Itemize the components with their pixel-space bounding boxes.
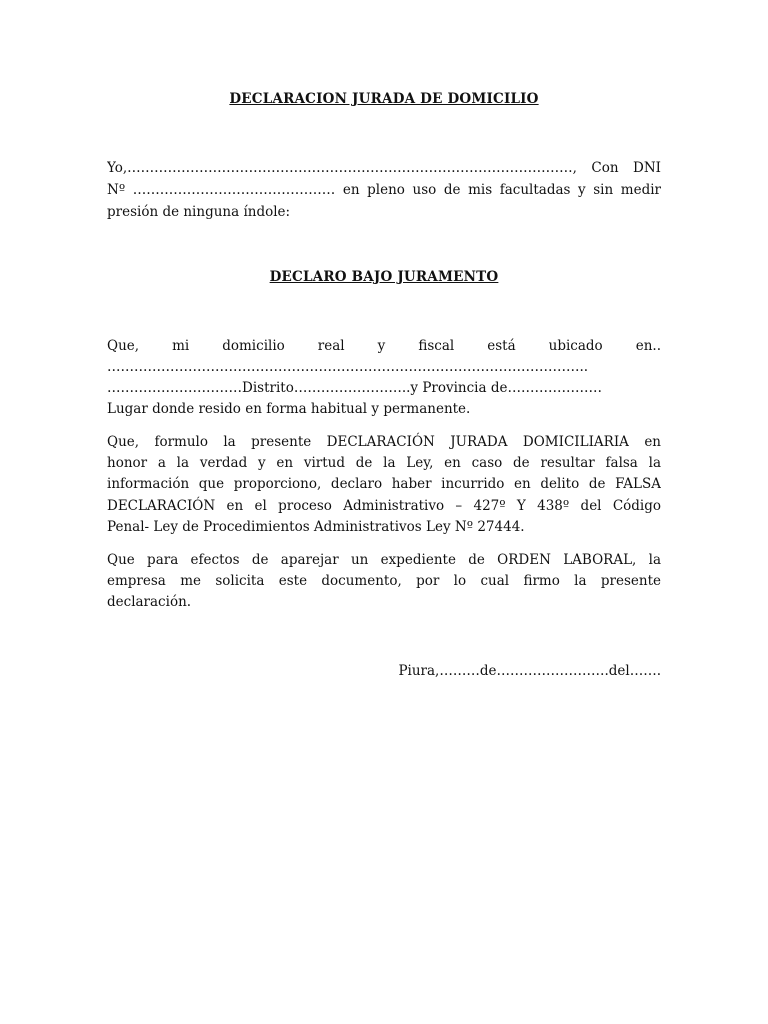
purpose-line-1: Que para efectos de aparejar un expediente de ORDEN LABORAL, la	[107, 552, 661, 568]
intro-line-2: Nº ……………………………………… en pleno uso de mis facultadas y sin medir	[107, 182, 661, 198]
document-title: DECLARACION JURADA DE DOMICILIO	[229, 91, 539, 107]
address-line-2: ……………………………………………………………………………………………..	[107, 359, 589, 375]
declaration-subtitle: DECLARO BAJO JURAMENTO	[269, 269, 499, 285]
signature-place-date: Piura,………de…………………….del…….	[398, 663, 661, 679]
address-line-1: Que, mi domicilio real y fiscal está ubicado en..	[107, 338, 661, 354]
statement-line-2: honor a la verdad y en virtud de la Ley, en caso de resultar falsa la	[107, 455, 661, 471]
statement-line-5: Penal- Ley de Procedimientos Administrativos Ley Nº 27444.	[107, 519, 525, 535]
intro-line-1: Yo,………………………………………………………………………………………, Con DNI	[107, 160, 661, 176]
intro-line-3: presión de ninguna índole:	[107, 204, 291, 220]
address-line-3: …………………………Distrito……………………..y Provincia de…………………	[107, 380, 602, 396]
statement-line-4: DECLARACIÓN en el proceso Administrativo – 427º Y 438º del Código	[107, 498, 661, 514]
address-line-4: Lugar donde resido en forma habitual y permanente.	[107, 401, 471, 417]
statement-line-1: Que, formulo la presente DECLARACIÓN JURADA DOMICILIARIA en	[107, 434, 661, 450]
purpose-line-2: empresa me solicita este documento, por lo cual firmo la presente	[107, 573, 661, 589]
statement-line-3: información que proporciono, declaro haber incurrido en delito de FALSA	[107, 476, 661, 492]
purpose-line-3: declaración.	[107, 594, 192, 610]
